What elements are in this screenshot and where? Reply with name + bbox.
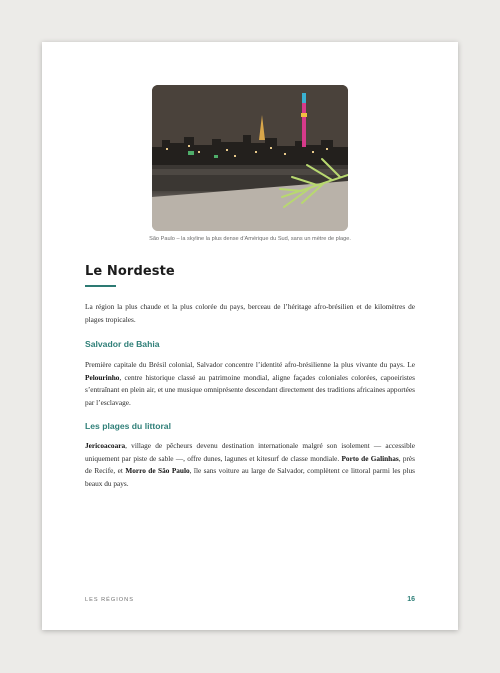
porto-de-galinhas-bold: Porto de Galinhas: [341, 453, 399, 463]
salvador-paragraph: Première capitale du Brésil colonial, Salvador concentre l’identité afro-brésilienne la plus vivante du pays. Le Pelourinho, centre historique classé au patrimoine mondial, aligne façades coloniales colorées, capoeiristes s’entraînant en plein air, et une musique omniprésente descendant directement des traditions africaines apportées par l’esclavage.: [85, 360, 415, 407]
footer-section-label: LES RÉGIONS: [85, 597, 134, 603]
title-underline: [85, 285, 116, 287]
plages-paragraph: Jericoacoara, village de pêcheurs devenu destination internationale malgré son isolement — accessible uniquement par piste de sable —, offre dunes, lagunes et kitesurf de classe mondiale. Porto de Galinhas, près de Recife, et Morro de São Paulo, île sans voiture au large de Salvador, complètent ce littoral parmi les plus beaux du pays.: [85, 441, 415, 488]
photo-caption: São Paulo – la skyline la plus dense d’Amérique du Sud, sans un mètre de plage.: [149, 236, 351, 242]
intro-paragraph: La région la plus chaude et la plus colorée du pays, berceau de l’héritage afro-brésilien et de kilomètres de plages tropicales.: [85, 302, 415, 324]
section-title: Le Nordeste: [85, 264, 175, 279]
page-number: 16: [407, 596, 415, 603]
salvador-heading: Salvador de Bahia: [85, 339, 160, 349]
document-page: [42, 42, 458, 630]
jericoacoara-bold: Jericoacoara: [85, 441, 126, 450]
sao-paulo-skyline-photo: [152, 85, 348, 231]
morro-de-sao-paulo-bold: Morro de São Paulo: [125, 466, 190, 476]
pelourinho-bold: Pelourinho: [85, 372, 120, 382]
plages-heading: Les plages du littoral: [85, 421, 171, 431]
